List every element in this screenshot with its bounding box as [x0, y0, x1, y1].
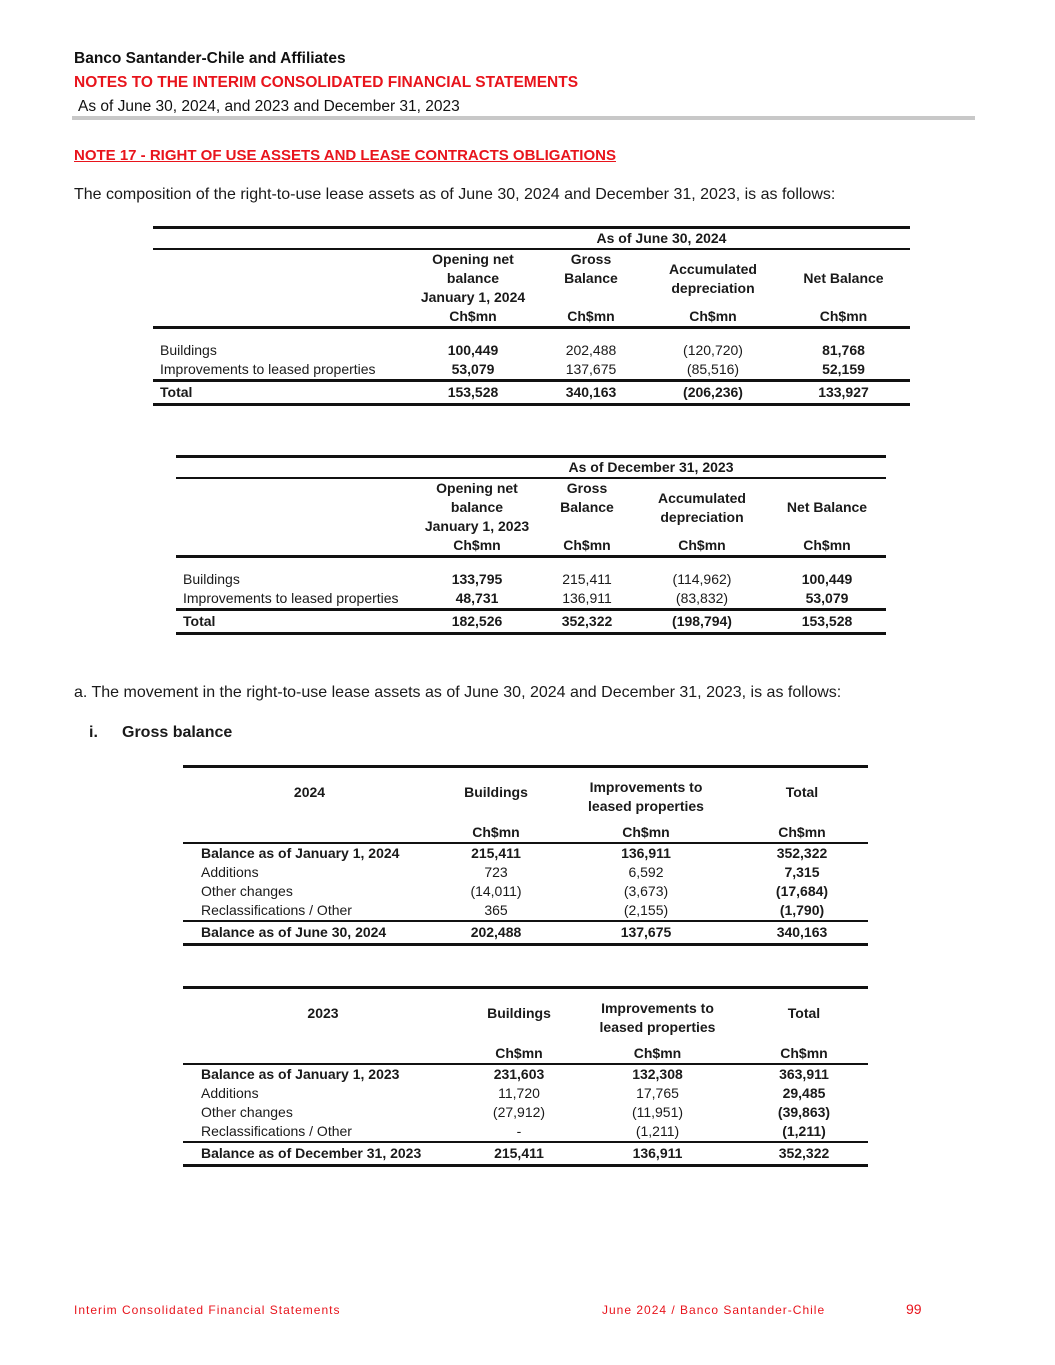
col-opening-2: balance: [446, 270, 500, 286]
opening-row: Balance as of January 1, 2024 215,411 136,911 352,322: [201, 845, 828, 861]
table-row: Improvements to leased properties 48,731 136,911 (83,832) 53,079: [176, 589, 886, 610]
unit-label: Ch$mn: [777, 307, 910, 328]
section-number: i.: [89, 724, 98, 741]
table-row: Improvements to leased properties 53,079 137,675 (85,516) 52,159: [153, 360, 910, 381]
table-row: Additions 723 6,592 7,315: [201, 864, 820, 880]
col-gross-2: Balance: [564, 270, 618, 286]
table-row: Other changes (27,912) (11,951) (39,863): [201, 1104, 831, 1120]
col-opening-2: balance: [450, 499, 504, 515]
table-row: Reclassifications / Other - (1,211) (1,211): [183, 1122, 868, 1142]
note-title: NOTE 17 - RIGHT OF USE ASSETS AND LEASE CONTRACTS OBLIGATIONS: [74, 147, 616, 164]
composition-table-2023: [176, 455, 886, 635]
footer-right: June 2024 / Banco Santander-Chile: [602, 1303, 826, 1317]
unit-label: Ch$mn: [636, 536, 768, 557]
footer-left: Interim Consolidated Financial Statements: [74, 1303, 341, 1317]
col-opening-3: January 1, 2023: [424, 518, 530, 534]
header-divider: [72, 116, 975, 120]
opening-row: Balance as of January 1, 2023 231,603 132,308 363,911: [201, 1066, 829, 1082]
unit-label: Ch$mn: [556, 816, 736, 843]
col-buildings: Buildings: [463, 988, 575, 1038]
year-header: 2024: [183, 767, 436, 817]
closing-row: Balance as of December 31, 2023 215,411 136,911 352,322: [183, 1142, 868, 1166]
gross-balance-table-2023: [183, 986, 868, 1167]
col-net: Net Balance: [786, 499, 868, 515]
table-row: Buildings 133,795 215,411 (114,962) 100,449: [183, 571, 853, 587]
table-row: Buildings 100,449 202,488 (120,720) 81,768: [160, 342, 865, 358]
total-row: Total 182,526 352,322 (198,794) 153,528: [176, 610, 886, 634]
document-subtitle: As of June 30, 2024, and 2023 and December 31, 2023: [78, 98, 460, 115]
unit-label: Ch$mn: [416, 536, 538, 557]
total-row: Total 153,528 340,163 (206,236) 133,927: [153, 381, 910, 405]
table-row: Additions 11,720 17,765 29,485: [201, 1085, 826, 1101]
composition-table-2024: [153, 226, 910, 406]
unit-label: Ch$mn: [575, 1037, 740, 1064]
col-total: Total: [740, 988, 868, 1038]
document-title: NOTES TO THE INTERIM CONSOLIDATED FINANCIAL STATEMENTS: [74, 74, 579, 91]
col-gross-2: Balance: [560, 499, 614, 515]
unit-label: Ch$mn: [463, 1037, 575, 1064]
col-improvements-2: leased properties: [599, 1019, 716, 1035]
gross-balance-table-2024: [183, 765, 868, 946]
table-row: Other changes (14,011) (3,673) (17,684): [201, 883, 829, 899]
col-accum: Accumulated depreciation: [658, 489, 746, 525]
col-net: Net Balance: [803, 270, 884, 286]
unit-label: Ch$mn: [736, 816, 868, 843]
unit-label: Ch$mn: [740, 1037, 868, 1064]
year-header: 2023: [183, 988, 463, 1038]
unit-label: Ch$mn: [436, 816, 556, 843]
col-buildings: Buildings: [436, 767, 556, 817]
col-opening-1: Opening net: [432, 251, 514, 267]
unit-label: Ch$mn: [649, 307, 777, 328]
intro-paragraph: The composition of the right-to-use lease assets as of June 30, 2024 and December 31, 2023, is as follows:: [74, 186, 836, 203]
table-row: Reclassifications / Other 365 (2,155) (1,790): [183, 901, 868, 921]
col-gross-1: Gross: [566, 480, 608, 496]
closing-row: Balance as of June 30, 2024 202,488 137,675 340,163: [183, 921, 868, 945]
unit-label: Ch$mn: [768, 536, 886, 557]
period-header: As of December 31, 2023: [416, 457, 886, 479]
unit-label: Ch$mn: [533, 307, 649, 328]
section-title: Gross balance: [122, 724, 233, 741]
page-number: 99: [906, 1301, 922, 1317]
unit-label: Ch$mn: [413, 307, 533, 328]
col-opening-3: January 1, 2024: [420, 289, 526, 305]
movement-paragraph: a. The movement in the right-to-use lease assets as of June 30, 2024 and December 31, 2023, is as follows:: [74, 684, 842, 701]
period-header: As of June 30, 2024: [413, 228, 910, 250]
company-name: Banco Santander-Chile and Affiliates: [74, 50, 346, 67]
col-opening-1: Opening net: [436, 480, 518, 496]
col-improvements-1: Improvements to: [575, 988, 740, 1019]
col-total: Total: [736, 767, 868, 817]
col-gross-1: Gross: [570, 251, 612, 267]
unit-label: Ch$mn: [538, 536, 636, 557]
col-improvements-2: leased properties: [588, 798, 704, 814]
col-accum: Accumulated depreciation: [669, 260, 757, 296]
col-improvements-1: Improvements to: [556, 767, 736, 798]
